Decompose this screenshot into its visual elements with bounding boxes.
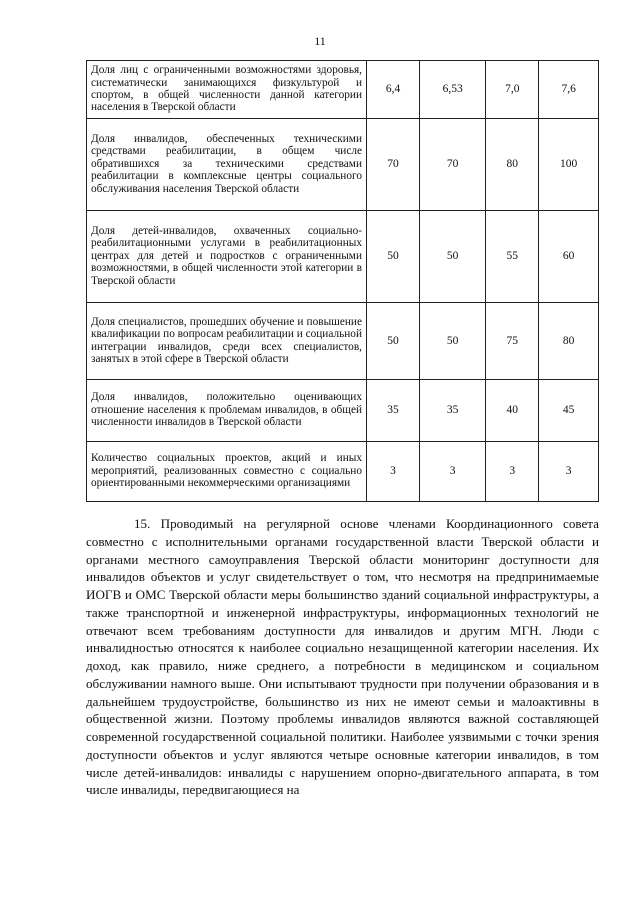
indicator-value: 3	[486, 442, 539, 502]
table-row	[87, 119, 599, 211]
indicator-value: 70	[420, 119, 486, 211]
indicator-value: 3	[420, 442, 486, 502]
indicator-description: Доля инвалидов, обеспеченных техническими средствами реабилитации, в общем числе обратившихся за техническими средствами реабилитации в комплексные центры социального обслуживания населения Тверской области	[87, 119, 367, 211]
indicator-value: 3	[539, 442, 599, 502]
table-row	[87, 442, 599, 502]
indicator-description: Доля специалистов, прошедших обучение и повышение квалификации по вопросам реабилитации и социальной интеграции инвалидов, среди всех специалистов, занятых в этой сфере в Тверской области	[87, 303, 367, 380]
indicator-value: 50	[367, 211, 420, 303]
indicator-value: 55	[486, 211, 539, 303]
indicator-value: 3	[367, 442, 420, 502]
indicator-value: 50	[420, 211, 486, 303]
indicator-description: Доля лиц с ограниченными возможностями здоровья, систематически занимающихся физкультурой и спортом, в общей численности данной категории населения в Тверской области	[87, 61, 367, 119]
table-row	[87, 211, 599, 303]
indicators-table	[86, 60, 599, 502]
body-paragraph: 15. Проводимый на регулярной основе членами Координационного совета совместно с исполнительными органами государственной власти Тверской области и органами местного самоуправления Тверской области мониторинг доступности для инвалидов объектов и услуг свидетельствует о том, что несмотря на предпринимаемые ИОГВ и ОМС Тверской области меры большинство зданий социальной инфраструктуры, а также транспортной и инженерной инфраструктуры, информационных технологий не отвечают всем требованиям доступности для инвалидов и другим МГН. Люди с инвалидностью относятся к наиболее социально незащищенной категории населения. Их доход, как правило, ниже среднего, а потребности в медицинском и социальном обслуживании намного выше. Они испытывают трудности при получении образования и в дальнейшем трудоустройстве, большинство из них не имеют семьи и малоактивны в общественной жизни. Поэтому проблемы инвалидов являются важной составляющей современной государственной социальной политики. Наиболее уязвимыми с точки зрения доступности объектов и услуг являются четыре основные категории инвалидов, в том числе детей-инвалидов: инвалиды с нарушением опорно-двигательного аппарата, в том числе инвалиды, передвигающиеся на	[86, 516, 599, 798]
indicator-value: 7,0	[486, 61, 539, 119]
table-row	[87, 380, 599, 442]
indicator-value: 45	[539, 380, 599, 442]
indicator-value: 70	[367, 119, 420, 211]
indicator-value: 80	[486, 119, 539, 211]
indicator-description: Количество социальных проектов, акций и иных мероприятий, реализованных совместно с социально ориентированными некоммерческими организациями	[87, 442, 367, 502]
indicator-value: 100	[539, 119, 599, 211]
indicator-value: 6,53	[420, 61, 486, 119]
indicator-value: 7,6	[539, 61, 599, 119]
indicator-value: 6,4	[367, 61, 420, 119]
indicator-description: Доля детей-инвалидов, охваченных социально-реабилитационными услугами в реабилитационных центрах для детей и подростков с ограниченными возможностями, в общей численности этой категории в Тверской области	[87, 211, 367, 303]
indicator-value: 75	[486, 303, 539, 380]
indicator-value: 50	[420, 303, 486, 380]
indicator-value: 35	[420, 380, 486, 442]
indicator-value: 60	[539, 211, 599, 303]
indicator-description: Доля инвалидов, положительно оценивающих отношение населения к проблемам инвалидов, в общей численности инвалидов в Тверской области	[87, 380, 367, 442]
indicator-value: 40	[486, 380, 539, 442]
indicator-value: 50	[367, 303, 420, 380]
table-row	[87, 61, 599, 119]
indicator-value: 80	[539, 303, 599, 380]
page-number: 11	[314, 34, 326, 48]
indicator-value: 35	[367, 380, 420, 442]
table-row	[87, 303, 599, 380]
